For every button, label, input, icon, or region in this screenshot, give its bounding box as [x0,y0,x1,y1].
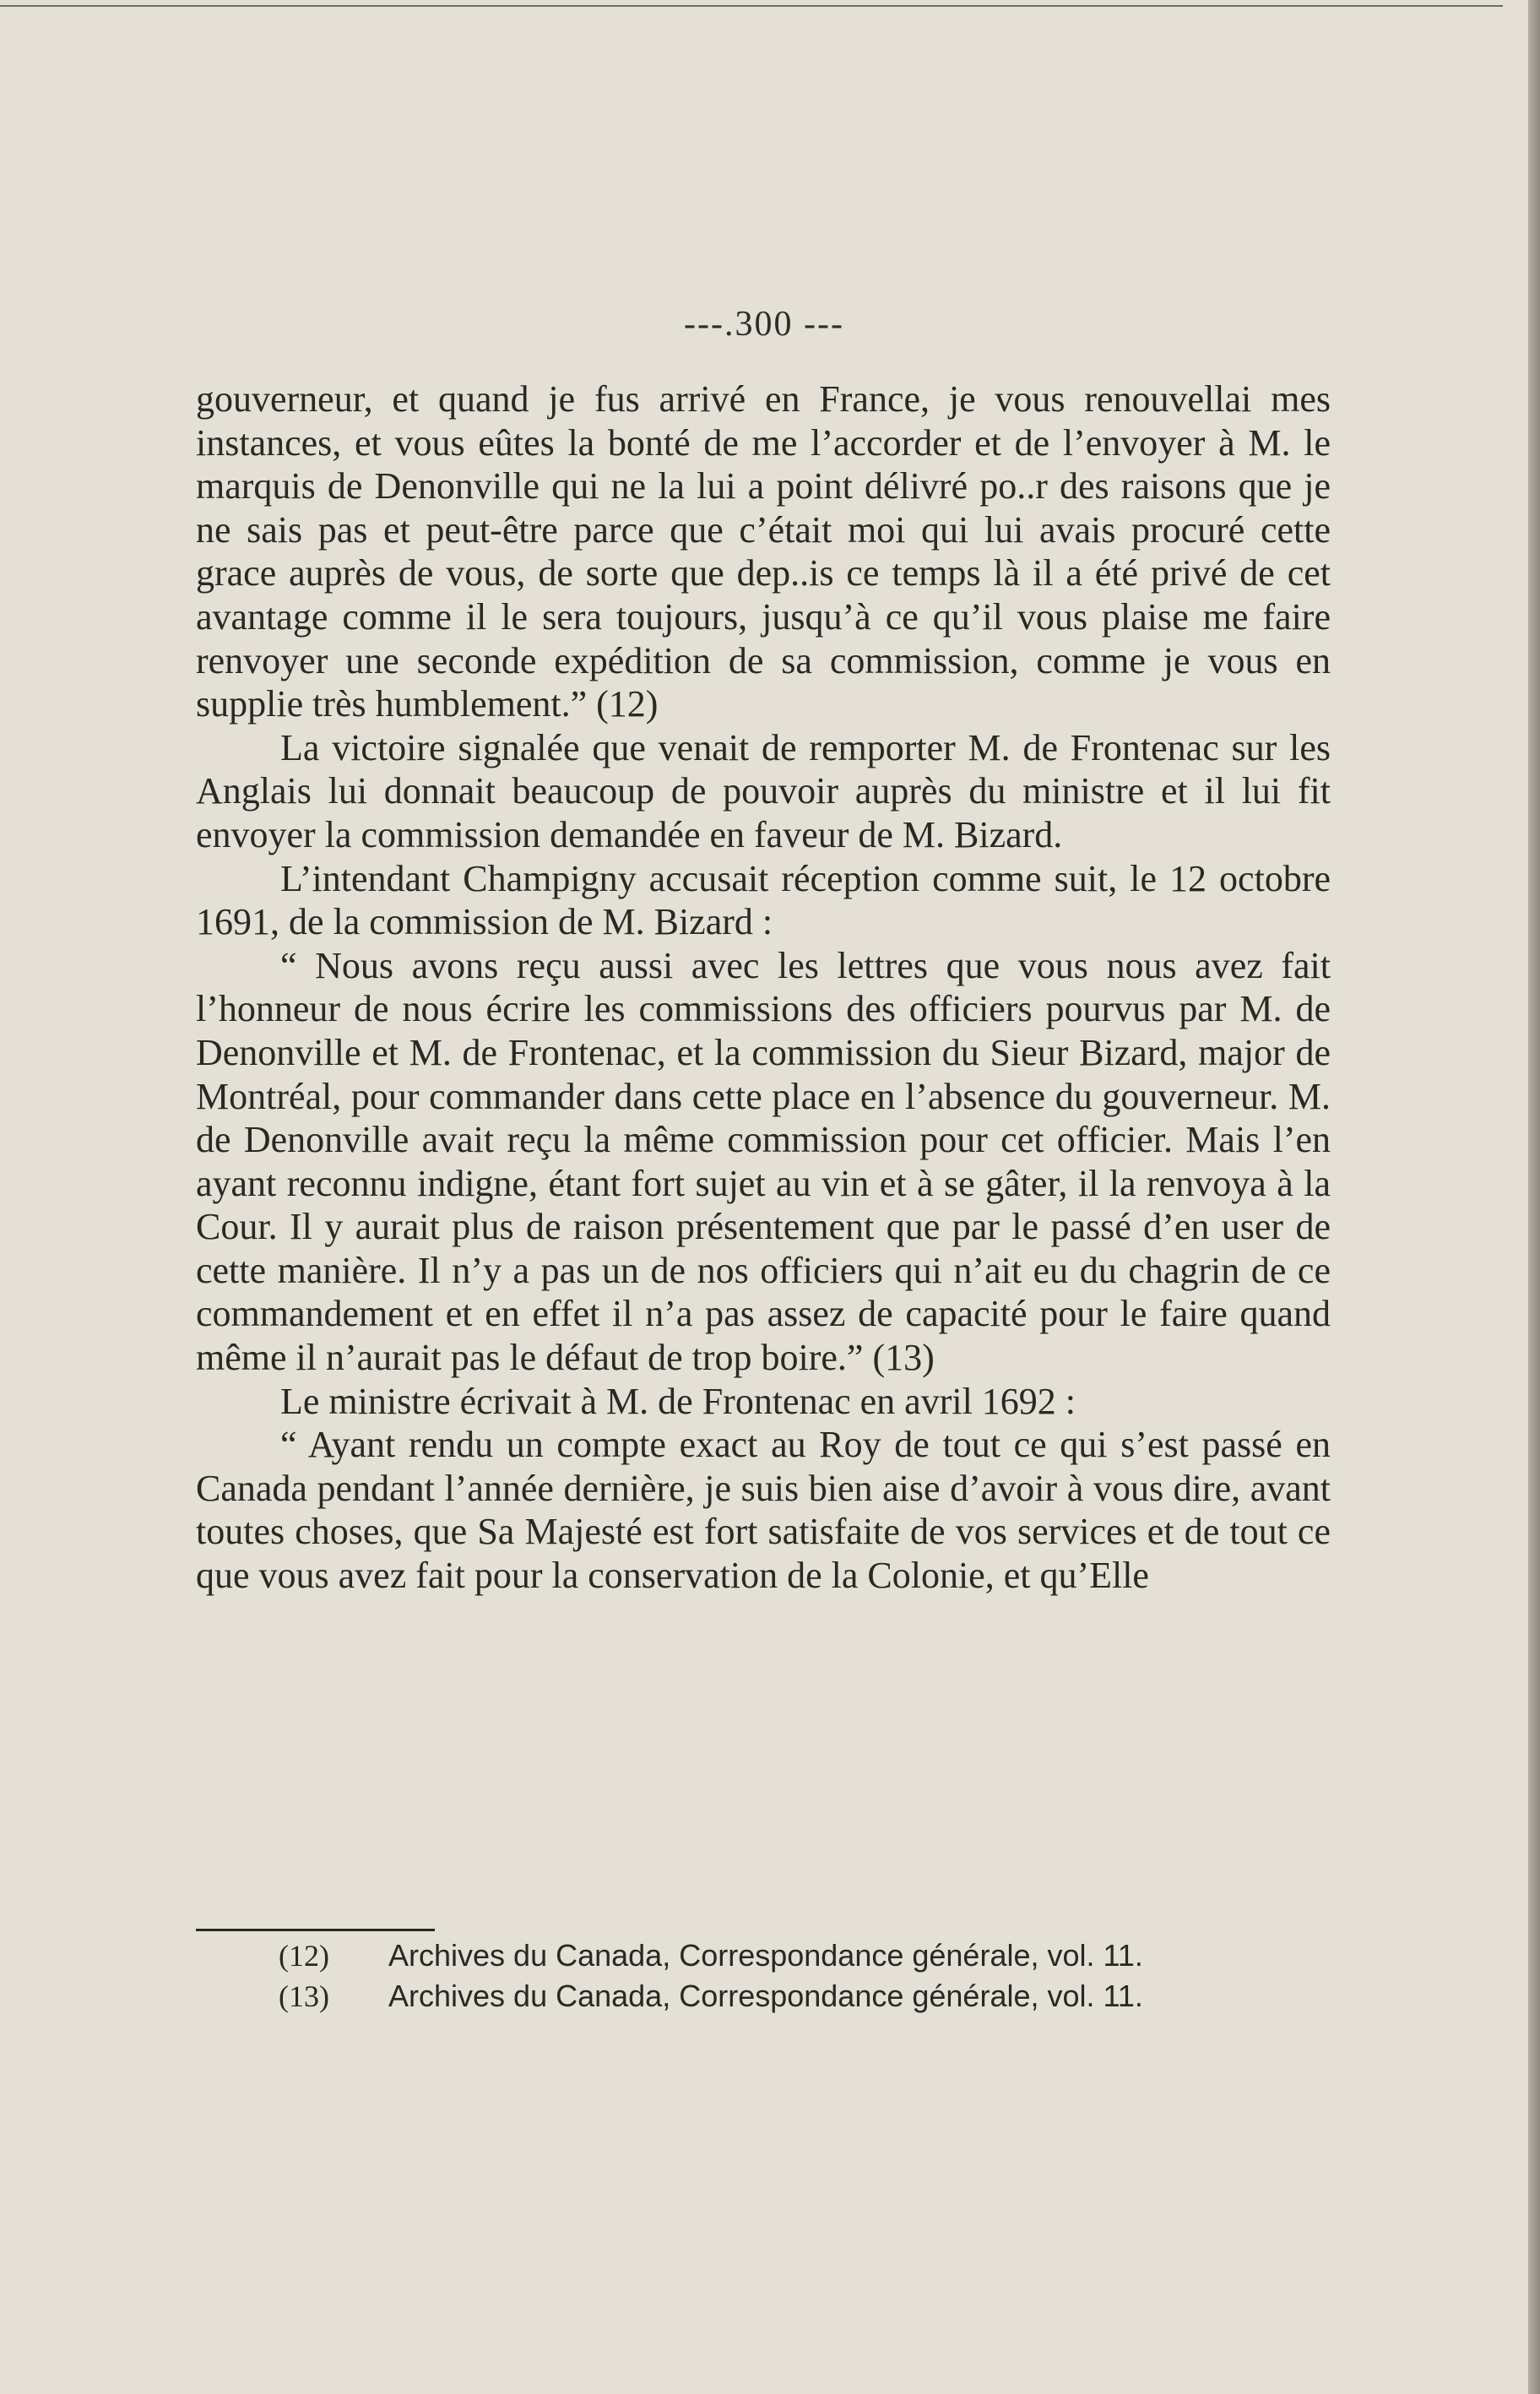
paragraph-3: L’intendant Champigny accusait réception comme suit, le 12 octobre 1691, de la commission de M. Bizard : [196,857,1331,943]
paragraph-6: “ Ayant rendu un compte exact au Roy de tout ce qui s’est passé en Canada pendant l’année dernière, je suis bien aise d’avoir à vous dire, avant toutes choses, que Sa Majesté est fort satisfaite de vos services et de tout ce que vous avez fait pour la conservation de la Colonie, et qu’Elle [196,1424,1331,1597]
footnote-divider [196,1929,435,1931]
paragraph-2: La victoire signalée que venait de remporter M. de Frontenac sur les Anglais lui donnait beaucoup de pouvoir auprès du ministre et il lui fit envoyer la commission demandée en faveur de M. Bizard. [196,726,1331,855]
footnote-12 [279,1935,1292,1976]
page-number: ---.300 --- [684,305,844,344]
footnote-13 [279,1976,1292,2017]
paragraph-1: gouverneur, et quand je fus arrivé en France, je vous renouvellai mes instances, et vous eûtes la bonté de me l’accorder et de l’envoyer à M. le marquis de Denonville qui ne la lui a point délivré po..r des raisons que je ne sais pas et peut-être parce que c’était moi qui lui avais procuré cette grace auprès de vous, de sorte que dep..is ce temps là il a été privé de cet avantage comme il le sera toujours, jusqu’à ce qu’il vous plaise me faire renvoyer une seconde expédition de sa commission, comme je vous en supplie très humblement.” (12) [196,378,1331,725]
footnote-number: (13) [279,1979,329,2013]
footnote-number: (12) [279,1939,329,1973]
body-text [196,377,1331,1598]
footnote-text: Archives du Canada, Correspondance générale, vol. 11. [388,1979,1143,2013]
page-edge-shadow [1528,0,1540,2394]
footnotes [279,1935,1292,2017]
paragraph-4: “ Nous avons reçu aussi avec les lettres que vous nous avez fait l’honneur de nous écrire les commissions des officiers pourvus par M. de Denonville et M. de Frontenac, et la commission du Sieur Bizard, major de Montréal, pour commander dans cette place en l’absence du gouverneur. M. de Denonville avait reçu la même commission pour cet officier. Mais l’en ayant reconnu indigne, étant fort sujet au vin et à se gâter, il la renvoya à la Cour. Il y aurait plus de raison présentement que par le passé d’en user de cette manière. Il n’y a pas un de nos officiers qui n’ait eu du chagrin de ce commandement et en effet il n’a pas assez de capacité pour le faire quand même il n’aurait pas le défaut de trop boire.” (13) [196,944,1331,1379]
footnote-text: Archives du Canada, Correspondance générale, vol. 11. [388,1938,1143,1973]
top-edge-rule [0,5,1503,7]
paragraph-5: Le ministre écrivait à M. de Frontenac en avril 1692 : [280,1380,1076,1422]
